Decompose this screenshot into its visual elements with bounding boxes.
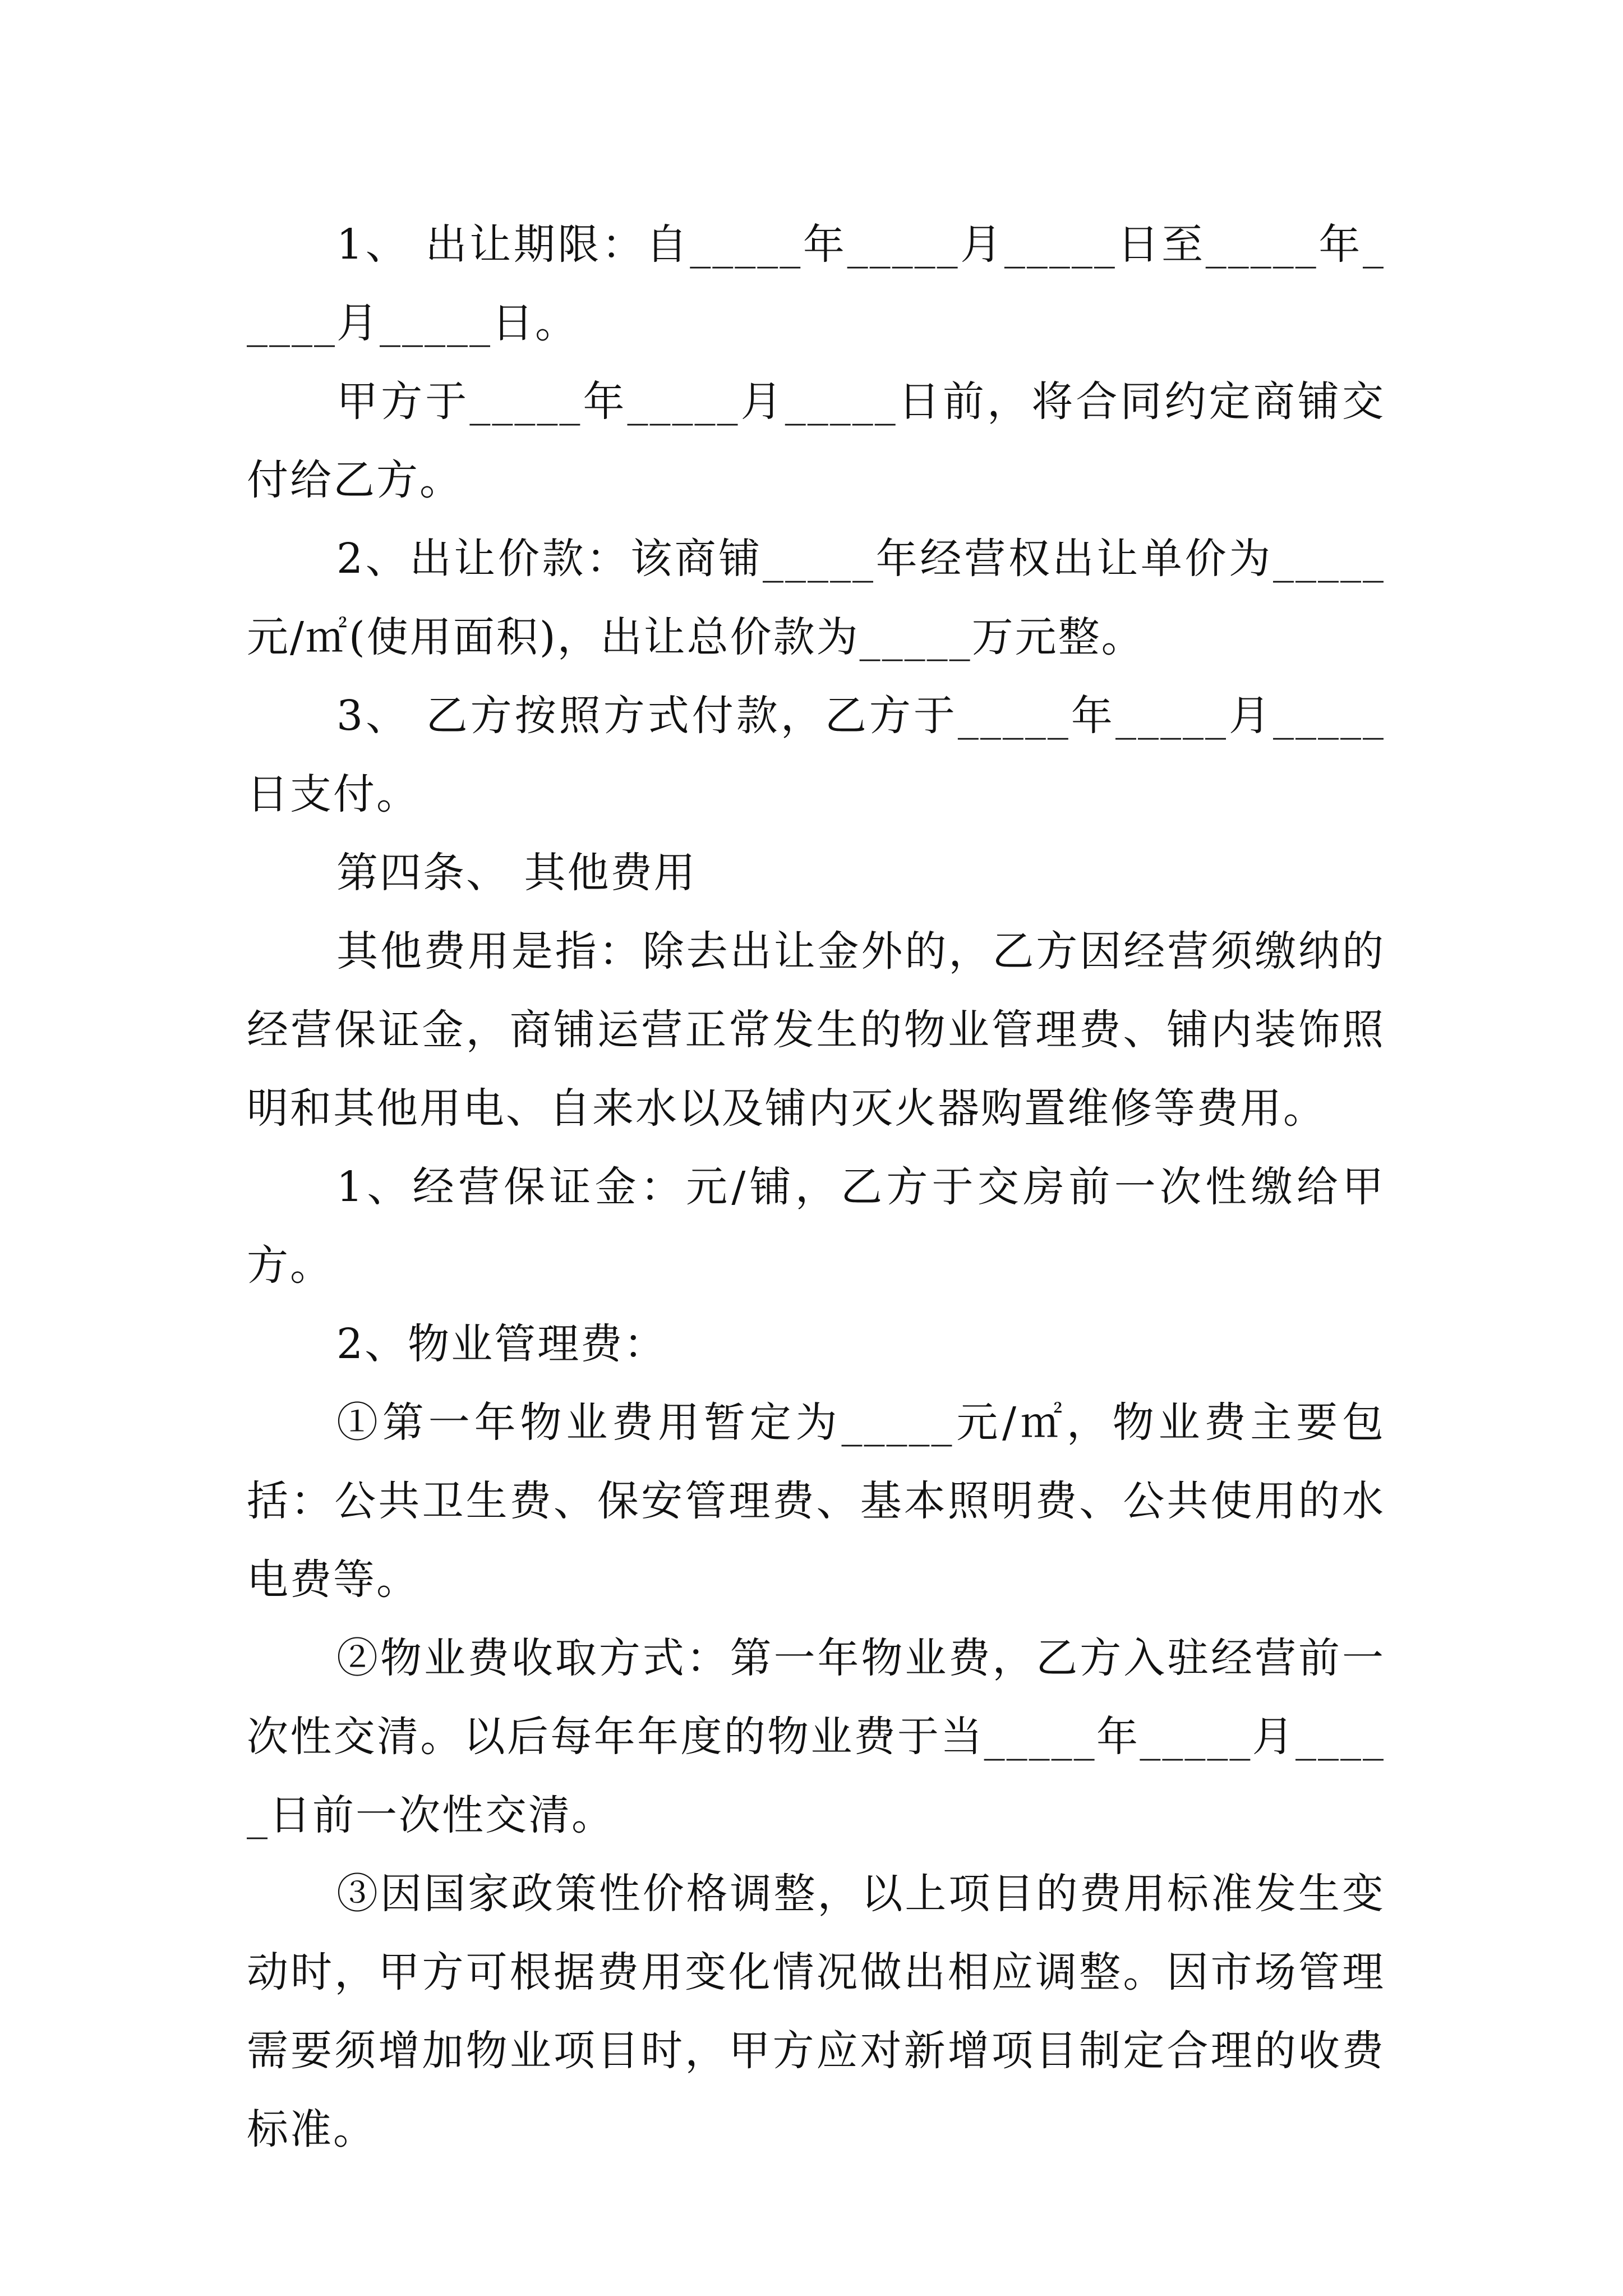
document-body [247, 205, 1385, 2169]
clause-1-term: 1、 出让期限：自_____年_____月_____日至_____年_____月_____日。 [247, 220, 1385, 347]
other-fees-definition: 其他费用是指：除去出让金外的，乙方因经营须缴纳的经营保证金，商铺运营正常发生的物业管理费、铺内装饰照明和其他用电、自来水以及铺内灭火器购置维修等费用。 [247, 927, 1385, 1133]
delivery-clause: 甲方于_____年_____月_____日前，将合同约定商铺交付给乙方。 [247, 378, 1385, 504]
deposit-clause: 1、经营保证金：元/铺，乙方于交房前一次性缴给甲方。 [247, 1163, 1385, 1290]
property-fee-item-3: ③因国家政策性价格调整，以上项目的费用标准发生变动时，甲方可根据费用变化情况做出相应调整。因市场管理需要须增加物业项目时，甲方应对新增项目制定合理的收费标准。 [247, 1870, 1385, 2154]
article-4-heading: 第四条、 其他费用 [336, 849, 697, 897]
property-fee-item-1: ①第一年物业费用暂定为_____元/㎡，物业费主要包括：公共卫生费、保安管理费、基本照明费、公共使用的水电费等。 [247, 1398, 1385, 1604]
property-fee-heading: 2、物业管理费： [336, 1320, 667, 1368]
property-fee-item-2: ②物业费收取方式：第一年物业费，乙方入驻经营前一次性交清。以后每年年度的物业费于当_____年_____月_____日前一次性交清。 [247, 1634, 1385, 1839]
clause-2-price: 2、出让价款：该商铺_____年经营权出让单价为_____元/㎡(使用面积)，出让总价款为_____万元整。 [247, 535, 1385, 661]
clause-3-payment: 3、 乙方按照方式付款，乙方于_____年_____月_____日支付。 [247, 692, 1385, 818]
